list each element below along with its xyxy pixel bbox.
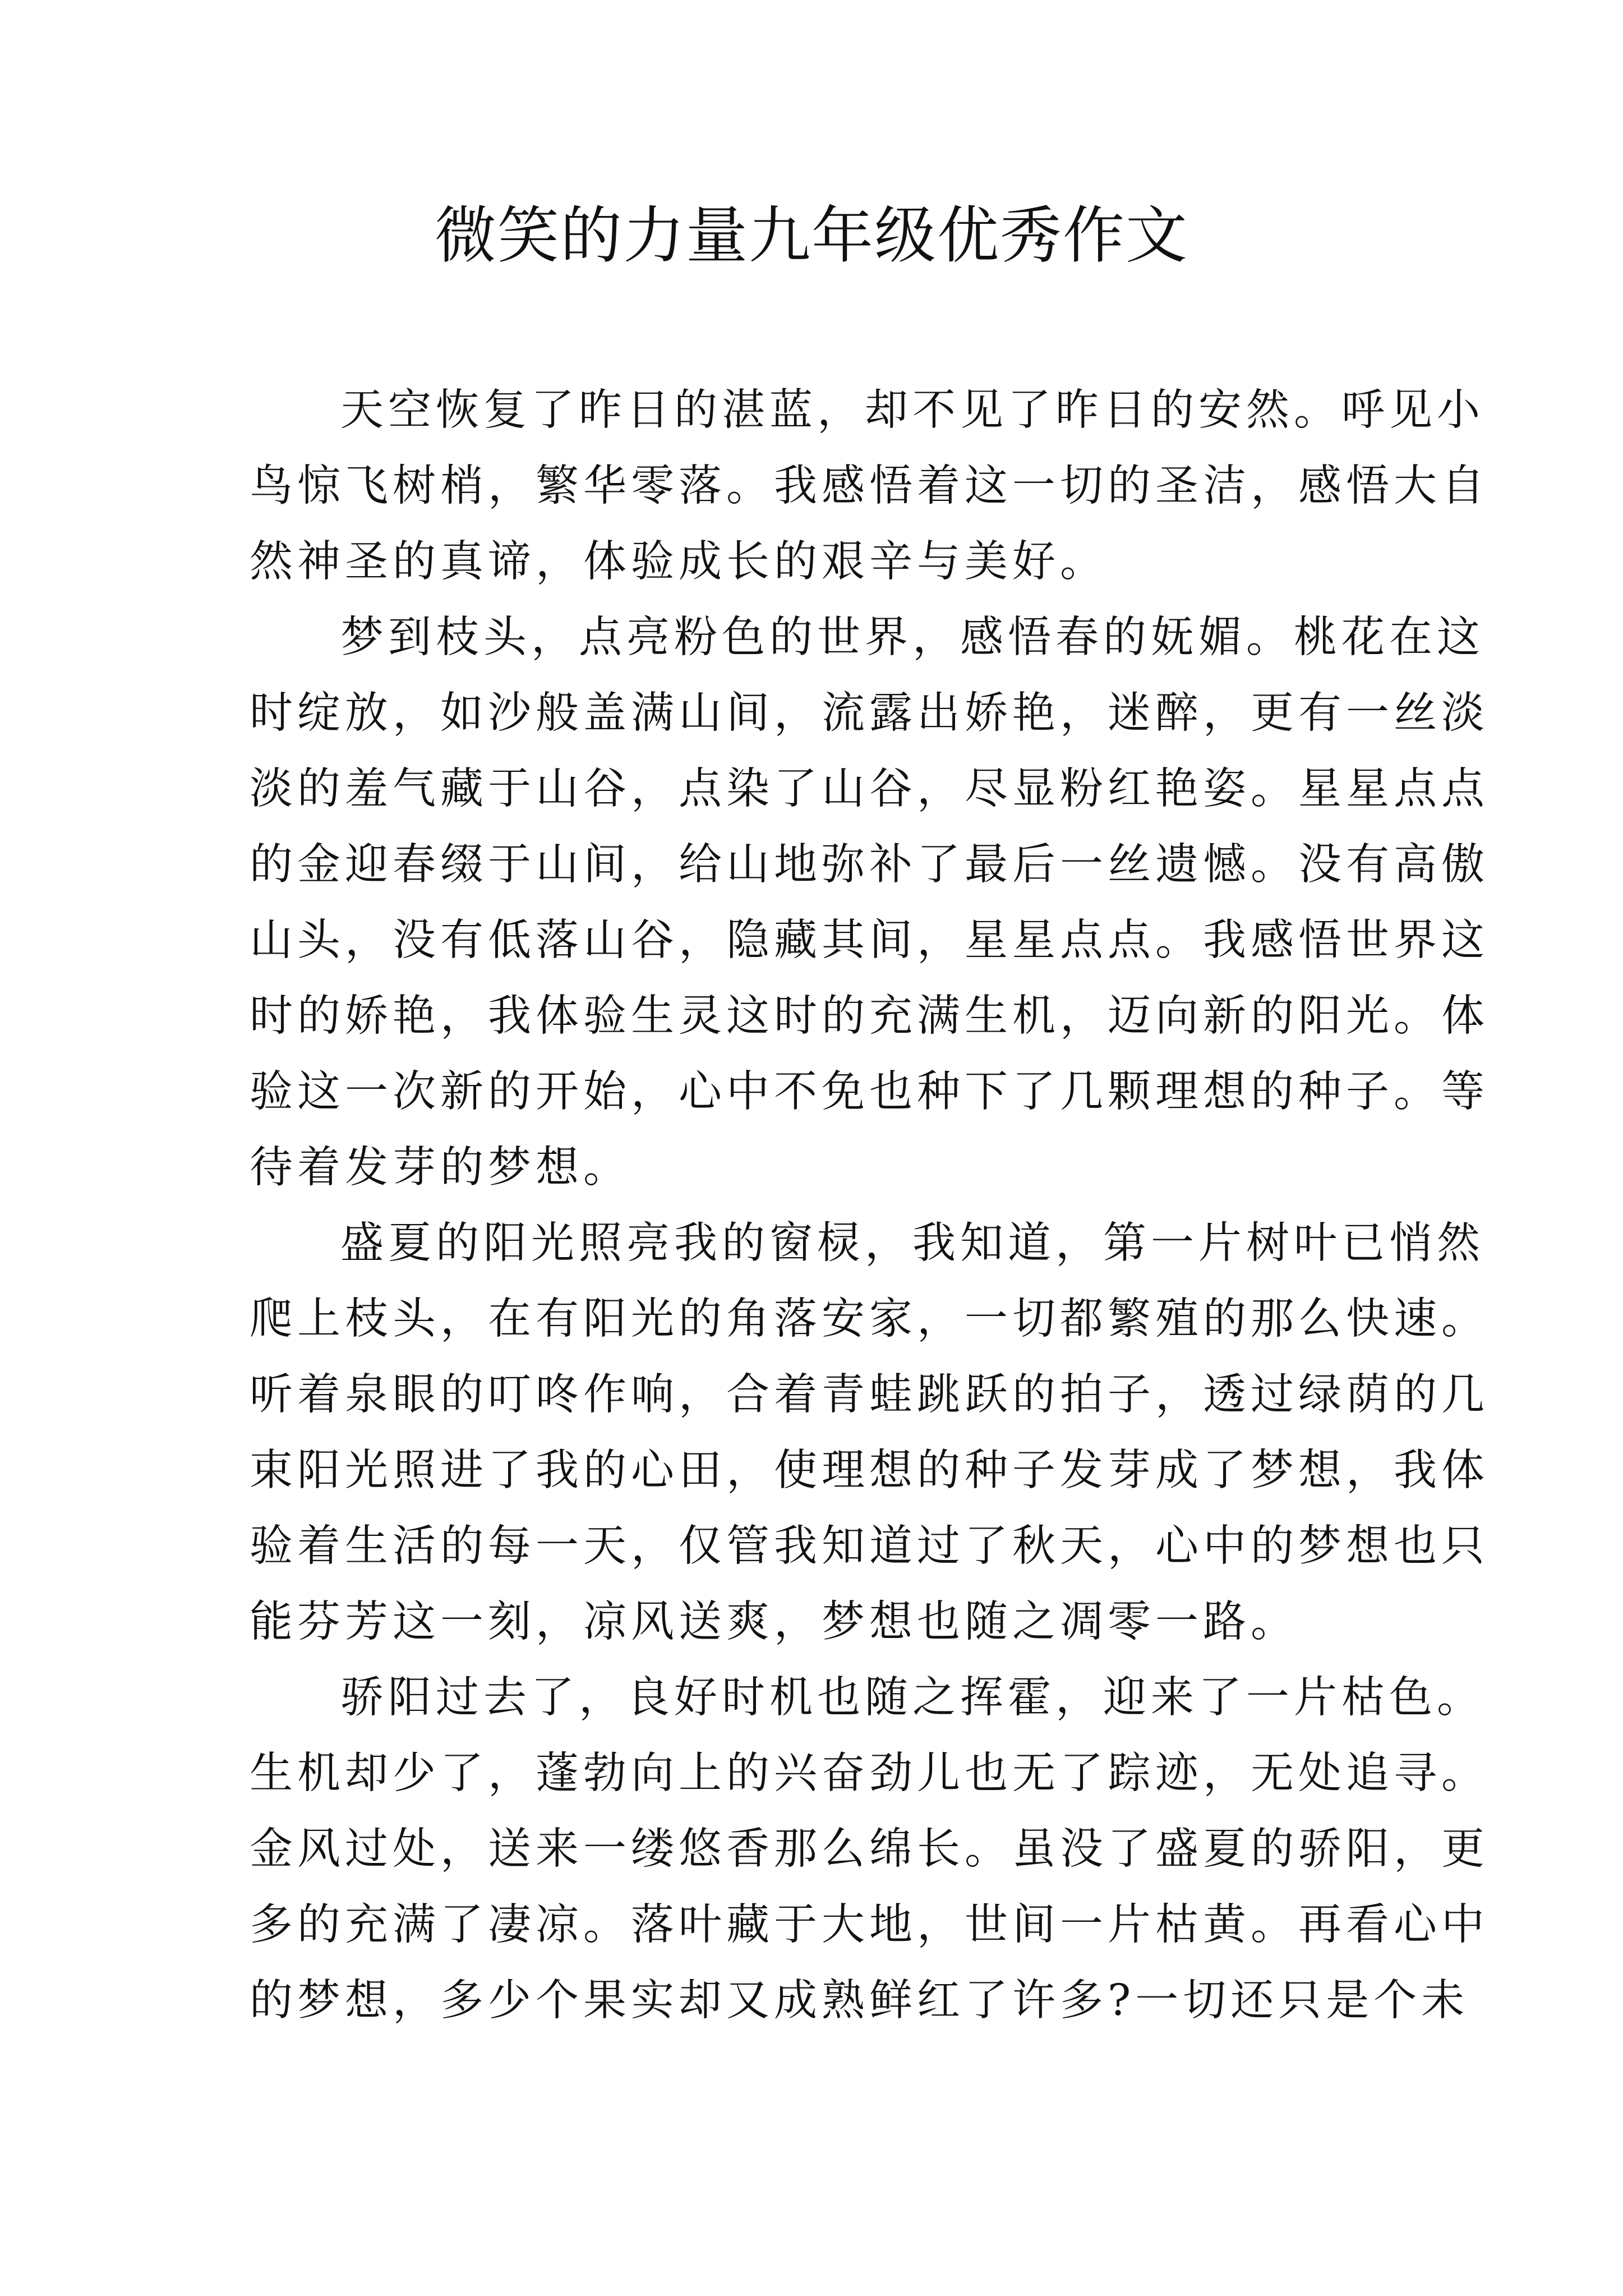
text-line: 天空恢复了昨日的湛蓝，却不见了昨日的安然。呼见小 [340,385,1484,435]
text-line: 验着生活的每一天，仅管我知道过了秋天，心中的梦想也只 [250,1521,1489,1571]
text-line: 骄阳过去了，良好时机也随之挥霍，迎来了一片枯色。 [340,1673,1484,1723]
text-line: 爬上枝头，在有阳光的角落安家，一切都繁殖的那么快速。 [250,1294,1489,1344]
document-body [250,372,1489,2039]
paragraph [250,600,1489,1205]
text-line: 然神圣的真谛，体验成长的艰辛与美好。 [250,537,1108,587]
text-line: 束阳光照进了我的心田，使理想的种子发芽成了梦想，我体 [250,1446,1489,1496]
text-line: 多的充满了凄凉。落叶藏于大地，世间一片枯黄。再看心中 [250,1900,1489,1950]
text-line: 山头，没有低落山谷，隐藏其间，星星点点。我感悟世界这 [250,915,1489,965]
text-line: 验这一次新的开始，心中不免也种下了几颗理想的种子。等 [250,1067,1489,1117]
text-line: 待着发芽的梦想。 [250,1143,631,1193]
text-line: 能芬芳这一刻，凉风送爽，梦想也随之凋零一路。 [250,1597,1298,1647]
text-line: 听着泉眼的叮咚作响，合着青蛙跳跃的拍子，透过绿荫的几 [250,1370,1489,1420]
paragraph [250,1660,1489,2039]
document-title: 微笑的力量九年级优秀作文 [435,200,1188,272]
text-line: 时绽放，如沙般盖满山间，流露出娇艳，迷醉，更有一丝淡 [250,688,1489,738]
text-line: 盛夏的阳光照亮我的窗棂，我知道，第一片树叶已悄然 [340,1218,1484,1268]
text-line: 梦到枝头，点亮粉色的世界，感悟春的妩媚。桃花在这 [340,613,1484,662]
text-line: 金风过处，送来一缕悠香那么绵长。虽没了盛夏的骄阳，更 [250,1824,1489,1874]
text-line: 的金迎春缀于山间，给山地弥补了最后一丝遗憾。没有高傲 [250,840,1489,890]
text-line: 时的娇艳，我体验生灵这时的充满生机，迈向新的阳光。体 [250,991,1489,1041]
text-line: 鸟惊飞树梢，繁华零落。我感悟着这一切的圣洁，感悟大自 [250,461,1489,511]
paragraph [250,1205,1489,1660]
text-line: 生机却少了，蓬勃向上的兴奋劲儿也无了踪迹，无处追寻。 [250,1749,1489,1798]
text-line: 淡的羞气藏于山谷，点染了山谷，尽显粉红艳姿。星星点点 [250,764,1489,814]
text-line: 的梦想，多少个果实却又成熟鲜红了许多?一切还只是个未 [250,1976,1469,2026]
paragraph [250,372,1489,600]
